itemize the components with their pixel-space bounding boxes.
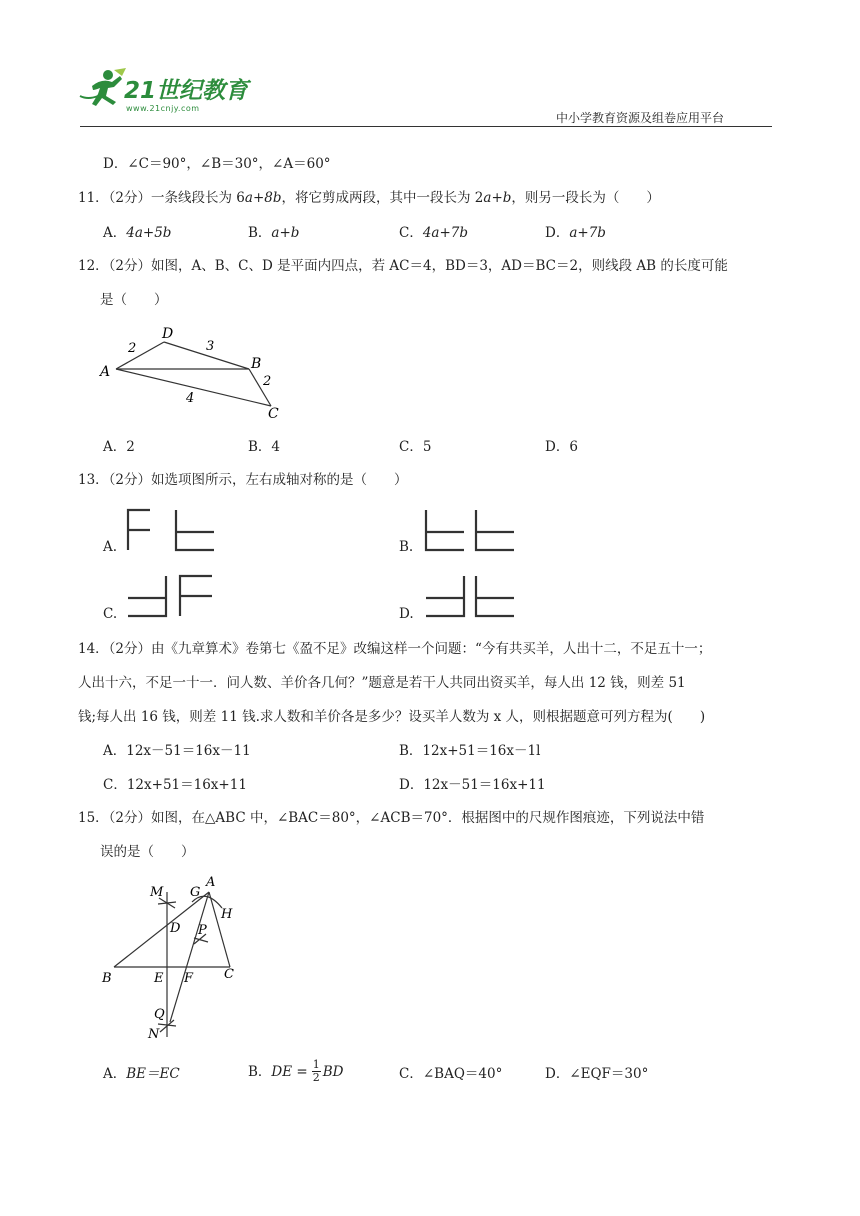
q14-option-d[interactable]: D．12x－51＝16x+11 — [399, 777, 546, 793]
q12-option-c[interactable]: C．5 — [399, 439, 432, 455]
q11-option-b[interactable]: B．a+b — [248, 225, 300, 241]
q15-option-d[interactable]: D．∠EQF＝30° — [545, 1066, 649, 1082]
q15-figure — [96, 872, 256, 1042]
length-ac: 4 — [186, 391, 195, 406]
bisector-aq — [170, 892, 209, 1022]
q13-option-c-label[interactable]: C. — [103, 606, 118, 622]
q11-seg2: a+b — [483, 190, 512, 206]
segment-ac — [209, 892, 230, 967]
q15-stem-line1: 15．（2分）如图，在△ABC 中，∠BAC＝80°，∠ACB＝70°．根据图中的尺规作图痕迹，下列说法中错 — [78, 810, 705, 826]
label-p: P — [198, 923, 207, 938]
q14-option-b[interactable]: B．12x+51＝16x－1l — [399, 743, 541, 759]
q15-option-c[interactable]: C．∠BAQ＝40° — [399, 1066, 503, 1082]
label-h: H — [221, 907, 233, 922]
q11-stem-prefix: 11．（2分）一条线段长为 6 — [78, 190, 245, 206]
label-a: A — [100, 364, 111, 380]
label-e: E — [154, 971, 164, 986]
q12-option-b[interactable]: B．4 — [248, 439, 281, 455]
label-n: N — [148, 1027, 160, 1042]
q12-option-d[interactable]: D．6 — [545, 439, 578, 455]
q13-stem: 13．（2分）如选项图所示，左右成轴对称的是（ ） — [78, 472, 408, 488]
q14-option-a[interactable]: A．12x－51＝16x－11 — [103, 743, 251, 759]
q13-option-a-label[interactable]: A. — [103, 539, 118, 555]
label-d: D — [170, 921, 181, 936]
length-db: 3 — [206, 339, 215, 354]
label-a: A — [206, 875, 216, 890]
q14-stem-line2: 人出十六，不足一十一．问人数、羊价各几何？”题意是若干人共同出资买羊，每人出 12 钱，则差 51 — [78, 675, 686, 691]
segment-ad — [116, 342, 164, 369]
q13-option-a-figure[interactable] — [124, 506, 218, 552]
q12-stem-line1: 12．（2分）如图，A、B、C、D 是平面内四点，若 AC＝4，BD＝3，AD＝BC＝2，则线段 AB 的长度可能 — [78, 258, 728, 274]
q11-seg1: a+8b — [244, 190, 282, 206]
q10-option-d: D．∠C＝90°，∠B＝30°，∠A＝60° — [103, 156, 331, 172]
q15-option-b[interactable]: B． DE = $\frac{1}{2}$ BD — [248, 1058, 344, 1084]
header — [0, 0, 860, 130]
q12-stem-line2: 是（ ） — [100, 292, 168, 308]
label-q: Q — [154, 1007, 165, 1022]
q13-option-d-figure[interactable] — [422, 572, 518, 618]
q11-option-a[interactable]: A．4a+5b — [103, 225, 172, 241]
q11-stem-rest: ，将它剪成两段，其中一段长为 2 — [281, 190, 484, 206]
q13-option-c-figure[interactable] — [124, 572, 218, 618]
q11-option-d[interactable]: D．a+7b — [545, 225, 606, 241]
length-ad: 2 — [128, 341, 137, 356]
label-c: C — [224, 967, 234, 982]
header-divider — [80, 126, 772, 127]
q11-stem-end: ，则另一段长为（ ） — [511, 190, 660, 206]
label-b: B — [251, 356, 262, 372]
label-g: G — [190, 885, 201, 900]
q15-option-a[interactable]: A．BE＝EC — [103, 1066, 180, 1082]
q11-stem — [78, 189, 660, 207]
q13-option-b-label[interactable]: B. — [399, 539, 414, 555]
label-m: M — [150, 885, 164, 900]
q15-stem-line2: 误的是（ ） — [100, 844, 195, 860]
label-d: D — [162, 326, 174, 342]
runner-logo-icon — [78, 66, 130, 110]
q11-option-c[interactable]: C．4a+7b — [399, 225, 469, 241]
q13-option-b-figure[interactable] — [422, 506, 518, 552]
fraction-one-half: $\frac{1}{2}$ — [312, 1058, 320, 1084]
label-c: C — [268, 406, 279, 422]
q14-stem-line3: 钱;每人出 16 钱，则差 11 钱.求人数和羊价各是多少？设买羊人数为 x 人，则根据题意可列方程为( ) — [78, 709, 706, 725]
length-bc: 2 — [263, 374, 272, 389]
q12-figure — [96, 322, 296, 422]
logo-url: www.21cnjy.com — [126, 104, 200, 113]
q14-option-c[interactable]: C．12x+51＝16x+11 — [103, 777, 247, 793]
logo-text: 21世纪教育 — [124, 78, 249, 104]
q14-stem-line1: 14．（2分）由《九章算术》卷第七《盈不足》改编这样一个问题：“今有共买羊，人出十二，不足五十一； — [78, 641, 712, 657]
label-f: F — [184, 971, 194, 986]
label-b: B — [102, 971, 112, 986]
platform-name: 中小学教育资源及组卷应用平台 — [556, 111, 725, 125]
q13-option-d-label[interactable]: D. — [399, 606, 414, 622]
q12-option-a[interactable]: A．2 — [103, 439, 135, 455]
